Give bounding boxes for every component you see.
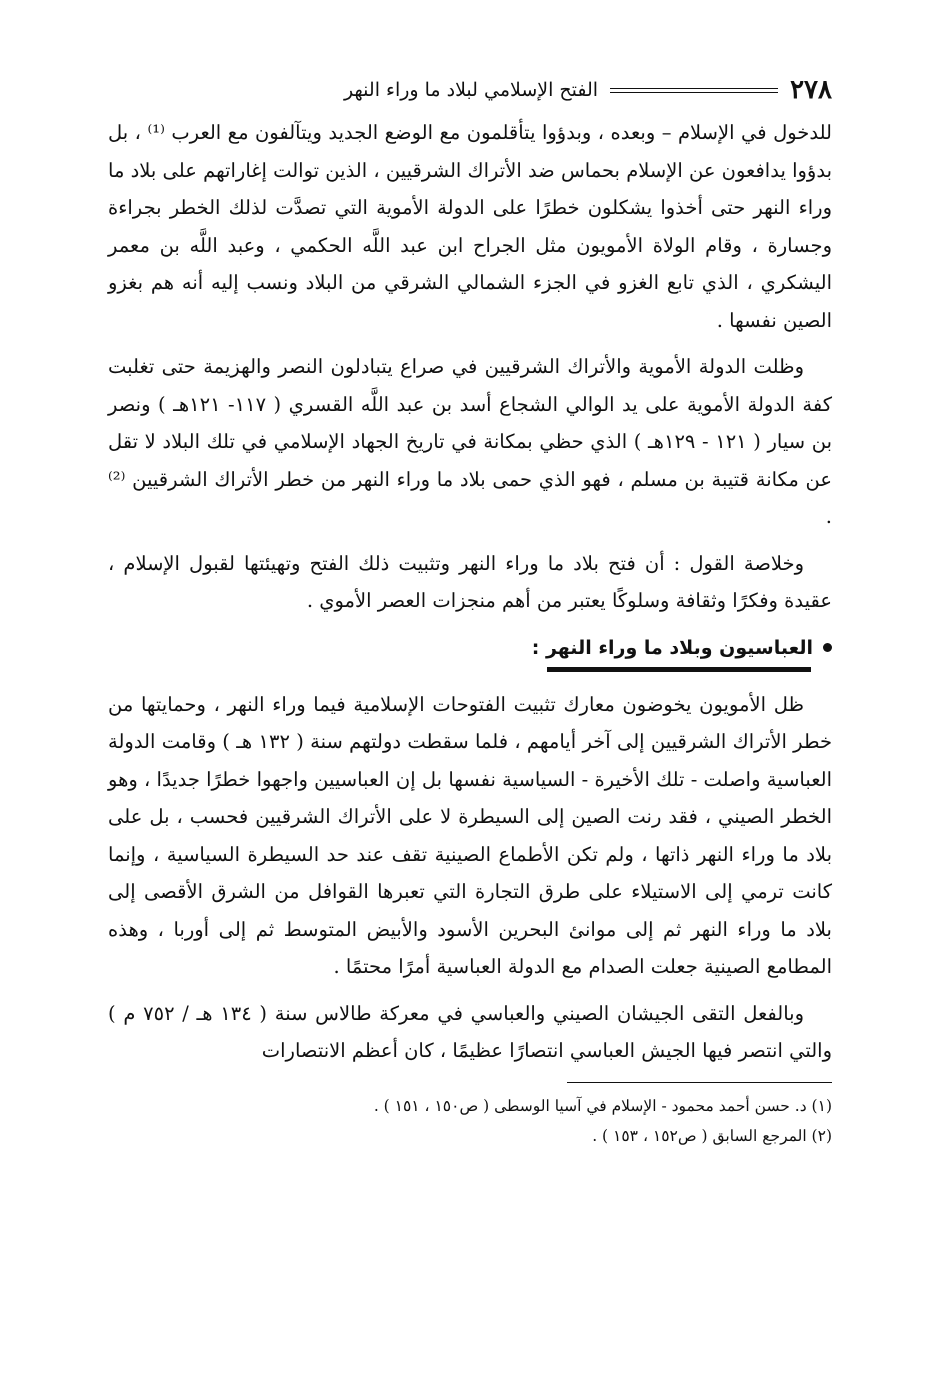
running-header [108, 70, 832, 110]
heading-underline [547, 667, 811, 672]
page-number: ٢٧٨ [790, 75, 832, 105]
footnote-2: (٢) المرجع السابق ( ص١٥٢ ، ١٥٣ ) . [592, 1126, 832, 1145]
paragraph-1: للدخول في الإسلام – وبعده ، وبدؤوا يتأقلمون مع الوضع الجديد ويتآلفون مع العرب ⁽¹⁾ ، بل بدؤوا يدافعون عن الإسلام بحماس ضد الأتراك الشرقيين ، الذين توالت إغاراتهم على بلاد ما وراء النهر حتى أخذوا يشكلون خطرًا على الدولة الأموية التي تصدَّت لذلك الخطر بجراءة وجسارة ، وقام الولاة الأمويون مثل الجراح ابن عبد اللَّه الحكمي ، وعبد اللَّه بن معمر اليشكري ، الذي تابع الغزو في الجزء الشمالي الشرقي من البلاد ونسب إليه أنه هم بغزو الصين نفسها . [108, 121, 833, 332]
bullet-icon [823, 643, 832, 652]
body-text [108, 114, 832, 1070]
section-paragraph-2: وبالفعل التقى الجيشان الصيني والعباسي في معركة طالاس سنة ( ١٣٤ هـ / ٧٥٢ م ) والتي انتصر فيها الجيش العباسي انتصارًا عظيمًا ، كان أعظم الانتصارات [108, 1001, 832, 1062]
paragraph-3: وخلاصة القول : أن فتح بلاد ما وراء النهر وتثبيت ذلك الفتح وتهيئتها لقبول الإسلام ، عقيدة وفكرًا وثقافة وسلوكًا يعتبر من أهم منجزات العصر الأموي . [108, 551, 832, 612]
running-title: الفتح الإسلامي لبلاد ما وراء النهر [343, 79, 599, 101]
footnote-rule [567, 1082, 832, 1083]
paragraph-2: وظلت الدولة الأموية والأتراك الشرقيين في صراع يتبادلون النصر والهزيمة حتى تغلبت كفة الدولة الأموية على يد الوالي الشجاع أسد بن عبد اللَّه القسري ( ١١٧- ١٢١هـ ) ونصر بن سيار ( ١٢١ - ١٢٩هـ ) الذي حظي بمكانة في تاريخ الجهاد الإسلامي في تلك البلاد لا تقل عن مكانة قتيبة بن مسلم ، فهو الذي حمى بلاد ما وراء النهر من خطر الأتراك الشرقيين ⁽²⁾ . [108, 355, 832, 528]
section-paragraph-1: ظل الأمويون يخوضون معارك تثبيت الفتوحات الإسلامية فيما وراء النهر ، وحمايتها من خطر الأتراك الشرقيين إلى آخر أيامهم ، فلما سقطت دولتهم سنة ( ١٣٢ هـ ) وقامت الدولة العباسية واصلت - تلك الأخيرة - السياسية نفسها بل إن العباسيين واجهوا خطرًا جديدًا ، وهو الخطر الصيني ، فقد رنت الصين إلى السيطرة لا على الأتراك الشرقيين فحسب ، بل على بلاد ما وراء النهر ذاتها ، ولم تكن الأطماع الصينية تقف عند حد السيطرة السياسية ، وإنما كانت ترمي إلى الاستيلاء على طرق التجارة التي تعبرها القوافل من الشرق الأقصى إلى بلاد ما وراء النهر ثم إلى موانئ البحرين الأسود والأبيض المتوسط ثم إلى أوربا ، وهذه المطامع الصينية جعلت الصدام مع الدولة العباسية أمرًا محتمًا . [108, 692, 832, 978]
book-page [108, 70, 832, 1151]
section-heading [532, 631, 832, 672]
footnote-1: (١) د. حسن أحمد محمود - الإسلام في آسيا الوسطى ( ص١٥٠ ، ١٥١ ) . [373, 1096, 832, 1115]
section-heading-text: العباسيون وبلاد ما وراء النهر : [531, 636, 813, 659]
header-rule [610, 88, 778, 93]
